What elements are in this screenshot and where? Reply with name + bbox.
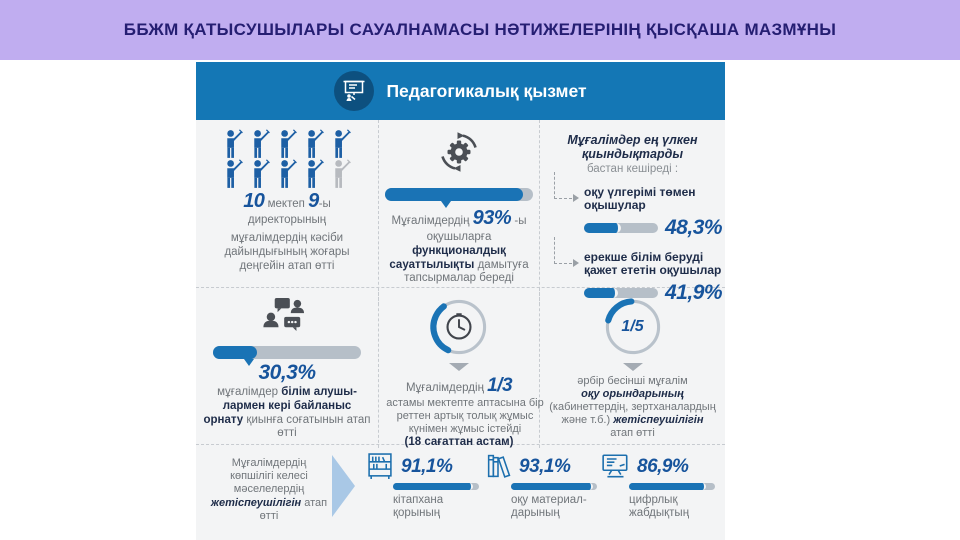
feedback-body: мұғалімдер білім алушы-лармен кері байланыс орнату қиынға соғатынын атап өтті: [203, 386, 371, 440]
banner: [0, 0, 960, 60]
directors-count: 9: [308, 190, 319, 212]
stats-row-3: [196, 445, 725, 539]
overtime-body: астамы мектепте аптасына бір реттен артық толық жұмыс күнімен жұмыс істейді: [386, 397, 544, 435]
difficulty-item: оқу үлгерімі төмен оқышулар 48,3%: [584, 186, 725, 240]
difficulties-title: Мұғалімдер ең үлкен қиындықтарды: [567, 133, 698, 162]
teacher-icon: [249, 159, 272, 189]
difficulties-subtitle: бастан кешіреді :: [586, 162, 679, 175]
teacher-icon: [276, 159, 299, 189]
feedback-bar: [213, 346, 361, 359]
directors-body: мұғалімдердің кәсіби дайындығының жоғары деңгейін атап өтті: [224, 232, 350, 273]
shortage-value: 93,1%: [519, 455, 571, 477]
dashed-arrow-icon: [554, 172, 572, 199]
right-arrow-icon: [332, 455, 355, 517]
shortage-label: кітапхана қорының: [393, 494, 444, 520]
books-icon: [483, 453, 513, 480]
directors-numbers: 10 мектеп 9-ы: [243, 190, 331, 212]
stat-feedback: [196, 288, 378, 448]
shortage-value: 86,9%: [637, 455, 689, 477]
teacher-icon: [222, 129, 245, 159]
teacher-icon: [222, 159, 245, 189]
facilities-value: 1/5: [621, 318, 644, 335]
shortages-intro: Мұғалімдердің көпшілігі келесі мәселелердің жетіспеушілігін атап өтті: [210, 457, 328, 522]
feedback-value: 30,3%: [258, 361, 316, 384]
literacy-body: оқушыларға функционалдық сауаттылықты дамытуға тапсырмалар береді: [389, 231, 529, 285]
stats-row-1: [196, 120, 725, 304]
literacy-bar-pointer: [441, 201, 451, 208]
gear-sync-icon: [436, 128, 482, 174]
clock-icon: [448, 314, 471, 338]
shortage-bar: [629, 483, 715, 490]
difficulty-item: ерекше білім беруді қажет ететін оқушылар 41,9%: [584, 251, 725, 305]
feedback-bar-pointer: [244, 359, 254, 366]
dashed-arrow-icon: [554, 237, 572, 264]
facilities-ring-chart: [603, 297, 663, 357]
stats-row-2: [196, 288, 725, 448]
facilities-body: әрбір бесінші мұғалім оқу орындарының (кабинеттердің, зертханалардың және т.б.) жетіспеушілігін атап өтті: [549, 375, 716, 439]
shortage-label: оқу материал-дарының: [511, 494, 587, 520]
monitor-icon: [601, 453, 631, 480]
teacher-icon: [249, 129, 272, 159]
stat-facilities: [540, 288, 725, 448]
literacy-bar: [385, 188, 533, 201]
overtime-ring-chart: [429, 297, 489, 357]
schools-count: 10: [243, 190, 265, 212]
difficulty-value: 41,9%: [665, 280, 723, 304]
literacy-headline: Мұғалімдердің 93% -ы: [391, 207, 527, 229]
teacher-icon: [303, 129, 326, 159]
teacher-icon: [303, 159, 326, 189]
overtime-headline: Мұғалімдердің 1/3: [405, 375, 513, 396]
literacy-bar-fill: [385, 188, 523, 201]
down-triangle-icon: [623, 363, 643, 371]
shortage-bar: [393, 483, 479, 490]
teacher-icon: [330, 129, 353, 159]
card-header: [196, 62, 725, 120]
shortage-label: цифрлық жабдықтың: [629, 494, 690, 520]
teacher-icon-gray: [330, 159, 353, 189]
stat-overtime: [378, 288, 544, 448]
stat-directors: [196, 120, 378, 305]
stat-literacy: [378, 120, 540, 305]
down-triangle-icon: [449, 363, 469, 371]
people-chat-icon: [262, 298, 312, 332]
shortage-item-digital: [601, 453, 719, 520]
overtime-value: 1/3: [487, 375, 513, 396]
shortage-value: 91,1%: [401, 455, 453, 477]
presentation-icon: [334, 71, 374, 111]
slide-title: ББЖМ ҚАТЫСУШЫЛАРЫ САУАЛНАМАСЫ НӘТИЖЕЛЕРІНІҢ ҚЫСҚАША МАЗМҰНЫ: [123, 20, 837, 39]
difficulty-value: 48,3%: [665, 215, 723, 239]
infographic-card: [196, 62, 725, 540]
shortage-bar: [511, 483, 597, 490]
card-title: Педагогикалық қызмет: [386, 80, 587, 101]
directors-line2: директорының: [247, 214, 327, 226]
teacher-icons-grid: [216, 129, 358, 189]
shortage-item-materials: [483, 453, 601, 520]
literacy-value: 93%: [472, 207, 512, 229]
stat-difficulties: [540, 120, 725, 305]
difficulty-bar: [584, 223, 658, 233]
bookshelf-icon: [365, 453, 395, 480]
shortage-item-library: [365, 453, 483, 520]
teacher-icon: [276, 129, 299, 159]
overtime-bold-note: (18 сағаттан астам): [404, 435, 514, 448]
